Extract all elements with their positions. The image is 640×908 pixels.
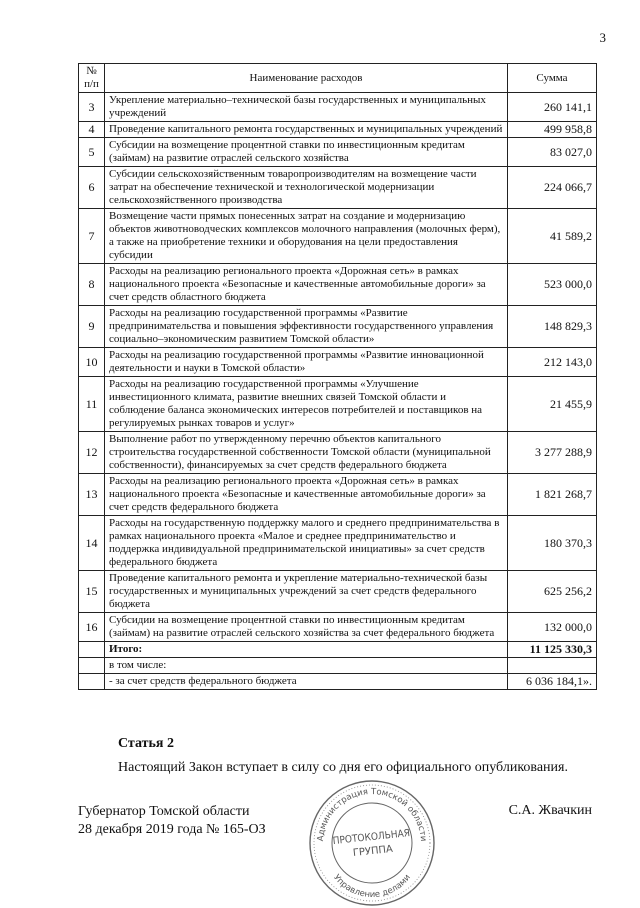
stamp-outer-ring: [310, 781, 434, 905]
article-text: Настоящий Закон вступает в силу со дня его официального опубликования.: [118, 760, 568, 775]
expenses-table: [78, 63, 597, 690]
table-row: [79, 348, 597, 377]
row-name: Субсидии сельскохозяйственным товаропроизводителям на возмещение части затрат на обеспечение технической и технологической модернизации сельскохозяйственного производства: [105, 167, 508, 209]
row-sum: 41 589,2: [508, 209, 597, 264]
row-number: 4: [79, 122, 105, 138]
row-name: Выполнение работ по утвержденному перечню объектов капитального строительства государственной собственности Томской области (муниципальной собственности), финансируемых за счет средств федерального бюджета: [105, 432, 508, 474]
signature-block: [78, 803, 266, 839]
row-sum: 499 958,8: [508, 122, 597, 138]
including-row: [79, 658, 597, 674]
row-number: 6: [79, 167, 105, 209]
row-sum: 523 000,0: [508, 264, 597, 306]
row-name: Проведение капитального ремонта и укрепление материально-технической базы государственных и муниципальных учреждений за счет средств федерального бюджета: [105, 571, 508, 613]
table-row: [79, 377, 597, 432]
table-row: [79, 167, 597, 209]
header-sum: Сумма: [508, 64, 597, 93]
row-sum: 224 066,7: [508, 167, 597, 209]
including-label: в том числе:: [105, 658, 508, 674]
row-number: 12: [79, 432, 105, 474]
row-number: 13: [79, 474, 105, 516]
federal-sum: 6 036 184,1».: [508, 674, 597, 690]
total-sum: 11 125 330,3: [508, 642, 597, 658]
page-number: 3: [599, 30, 606, 45]
row-name: Расходы на реализацию регионального проекта «Дорожная сеть» в рамках национального проекта «Безопасные и качественные автомобильные дороги» за счет средств областного бюджета: [105, 264, 508, 306]
row-name: Возмещение части прямых понесенных затрат на создание и модернизацию объектов животноводческих комплексов молочного направления (молочных ферм), а также на приобретение техники и оборудования на цели предоставления субсидии: [105, 209, 508, 264]
table-row: [79, 432, 597, 474]
row-number: 5: [79, 138, 105, 167]
table-body: [79, 93, 597, 642]
signature-date-number: 28 декабря 2019 года № 165-ОЗ: [78, 822, 266, 837]
row-name: Расходы на реализацию государственной программы «Развитие предпринимательства и повышения эффективности государственного управления социально–экономическим развитием Томской области»: [105, 306, 508, 348]
row-sum: 180 370,3: [508, 516, 597, 571]
row-name: Субсидии на возмещение процентной ставки по инвестиционным кредитам (займам) на развитие отраслей сельского хозяйства: [105, 138, 508, 167]
table-row: [79, 138, 597, 167]
row-name: Расходы на реализацию регионального проекта «Дорожная сеть» в рамках национального проекта «Безопасные и качественные автомобильные дороги» за счет средств федерального бюджета: [105, 474, 508, 516]
header-num: № п/п: [79, 64, 105, 93]
row-sum: 83 027,0: [508, 138, 597, 167]
table-row: [79, 93, 597, 122]
row-sum: 21 455,9: [508, 377, 597, 432]
row-name: Расходы на реализацию государственной программы «Развитие инновационной деятельности и науки в Томской области»: [105, 348, 508, 377]
table-row: [79, 209, 597, 264]
row-number: 3: [79, 93, 105, 122]
row-sum: 212 143,0: [508, 348, 597, 377]
signature-title: Губернатор Томской области: [78, 804, 250, 819]
stamp-top-text: Администрация Томской области: [315, 786, 429, 842]
including-sum-cell: [508, 658, 597, 674]
row-name: Расходы на государственную поддержку малого и среднего предпринимательства в рамках национального проекта «Малое и среднее предпринимательство и поддержка индивидуальной предпринимательской инициативы» за счет средств федерального бюджета: [105, 516, 508, 571]
row-sum: 148 829,3: [508, 306, 597, 348]
stamp-center-line2: ГРУППА: [352, 843, 394, 860]
including-num-cell: [79, 658, 105, 674]
row-sum: 132 000,0: [508, 613, 597, 642]
table-row: [79, 122, 597, 138]
stamp-bottom-text: Управление делами: [331, 872, 413, 901]
stamp-center-line1: ПРОТОКОЛЬНАЯ: [332, 828, 411, 848]
federal-label: - за счет средств федерального бюджета: [105, 674, 508, 690]
article-heading: Статья 2: [118, 736, 174, 751]
table-header-row: [79, 64, 597, 93]
federal-row: [79, 674, 597, 690]
table-row: [79, 306, 597, 348]
stamp-dotted-ring: [314, 785, 430, 901]
row-number: 8: [79, 264, 105, 306]
row-number: 9: [79, 306, 105, 348]
row-sum: 260 141,1: [508, 93, 597, 122]
table-row: [79, 613, 597, 642]
row-number: 7: [79, 209, 105, 264]
row-sum: 3 277 288,9: [508, 432, 597, 474]
row-number: 15: [79, 571, 105, 613]
row-name: Расходы на реализацию государственной программы «Улучшение инвестиционного климата, развитие внешних связей Томской области и соблюдение баланса экономических интересов потребителей и поставщиков на регулируемых рынках товаров и услуг»: [105, 377, 508, 432]
total-label: Итого:: [105, 642, 508, 658]
federal-num-cell: [79, 674, 105, 690]
row-number: 11: [79, 377, 105, 432]
table-row: [79, 571, 597, 613]
row-number: 10: [79, 348, 105, 377]
row-name: Субсидии на возмещение процентной ставки по инвестиционным кредитам (займам) на развитие отраслей сельского хозяйства за счет федерального бюджета: [105, 613, 508, 642]
header-name: Наименование расходов: [105, 64, 508, 93]
row-sum: 1 821 268,7: [508, 474, 597, 516]
row-name: Проведение капитального ремонта государственных и муниципальных учреждений: [105, 122, 508, 138]
total-num-cell: [79, 642, 105, 658]
table-row: [79, 516, 597, 571]
row-sum: 625 256,2: [508, 571, 597, 613]
row-number: 14: [79, 516, 105, 571]
row-name: Укрепление материально–технической базы государственных и муниципальных учреждений: [105, 93, 508, 122]
row-number: 16: [79, 613, 105, 642]
total-row: [79, 642, 597, 658]
signature-name: С.А. Жвачкин: [508, 803, 592, 818]
table-row: [79, 474, 597, 516]
official-stamp: [307, 778, 437, 908]
table-row: [79, 264, 597, 306]
